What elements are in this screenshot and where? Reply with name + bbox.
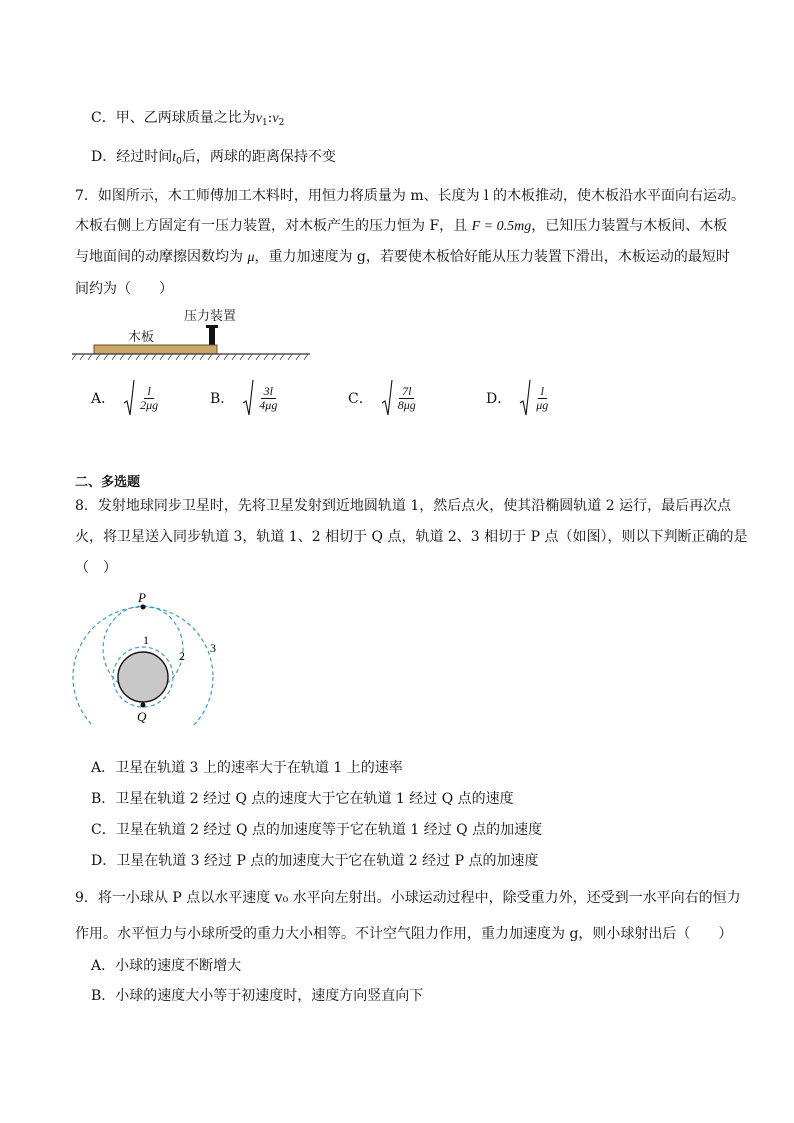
- q9-line-1: 9．将一小球从 P 点以水平速度 v₀ 水平向左射出。小球运动过程中，除受重力外，还受到一水平向右的恒力: [75, 890, 741, 906]
- section-title: 二、多选题: [75, 475, 141, 490]
- device-body: [209, 328, 215, 345]
- q8-option-c[interactable]: C．卫星在轨道 2 经过 Q 点的加速度等于它在轨道 1 经过 Q 点的加速度: [91, 822, 543, 838]
- q8-option-b[interactable]: B．卫星在轨道 2 经过 Q 点的速度大于它在轨道 1 经过 Q 点的速度: [91, 791, 514, 807]
- board-label: 木板: [128, 330, 155, 345]
- label-orbit-2: 2: [179, 649, 185, 663]
- label-p: P: [138, 590, 146, 605]
- device-label: 压力装置: [184, 309, 237, 324]
- q9-line-2: 作用。水平恒力与小球所受的重力大小相等。不计空气阻力作用，重力加速度为 g，则小球射出后（ ）: [75, 926, 733, 942]
- q8-orbit-figure: [70, 586, 230, 726]
- option-c-prev: C．甲、乙两球质量之比为$v_1:v_2$: [91, 110, 285, 128]
- q8-line-3: （ ）: [75, 560, 117, 576]
- q8-option-d[interactable]: D．卫星在轨道 3 经过 P 点的加速度大于它在轨道 2 经过 P 点的加速度: [91, 853, 539, 869]
- q7-line-2: 木板右侧上方固定有一压力装置，对木板产生的压力恒为 F，且 F = 0.5mg，已知压力装置与木板间、木板: [75, 218, 728, 234]
- wood-board: [94, 345, 217, 354]
- device-head: [206, 325, 218, 328]
- q7-line-4: 间约为（ ）: [75, 281, 173, 297]
- q8-option-a[interactable]: A．卫星在轨道 3 上的速率大于在轨道 1 上的速率: [91, 760, 403, 776]
- label-q: Q: [137, 709, 147, 724]
- point-p-dot: [141, 605, 146, 610]
- q8-line-1: 8．发射地球同步卫星时，先将卫星发射到近地圆轨道 1，然后点火，使其沿椭圆轨道 2 运行，最后再次点: [75, 498, 732, 514]
- q9-option-b[interactable]: B．小球的速度大小等于初速度时，速度方向竖直向下: [91, 988, 424, 1004]
- label-orbit-1: 1: [143, 633, 149, 647]
- ground-hatching: [72, 354, 308, 360]
- q7-choice-c[interactable]: C． $\frac{7l}{8\mu g}$: [348, 378, 421, 418]
- q9-option-a[interactable]: A．小球的速度不断增大: [91, 958, 242, 974]
- q7-formula: F = 0.5mg: [471, 219, 532, 234]
- q7-line-3: 与地面间的动摩擦因数均为 μ，重力加速度为 g，若要使木板恰好能从压力装置下滑出，木板运动的最短时: [75, 249, 730, 265]
- q7-choice-a[interactable]: A． $\frac{l}{2\mu g}$: [91, 378, 163, 418]
- q7-line-1: 7．如图所示，木工师傅加工木料时，用恒力将质量为 m、长度为 l 的木板推动，使木板沿水平面向右运动。: [75, 188, 746, 204]
- earth: [118, 652, 168, 702]
- q7-choice-d[interactable]: D． $\frac{l}{\mu g}$: [486, 378, 553, 418]
- q7-choice-b[interactable]: B． $\frac{3l}{4\mu g}$: [210, 378, 282, 418]
- q8-line-2: 火，将卫星送入同步轨道 3，轨道 1、2 相切于 Q 点，轨道 2、3 相切于 P 点（如图），则以下判断正确的是: [75, 529, 748, 545]
- point-q-dot: [141, 703, 146, 708]
- q7-figure: [72, 304, 312, 366]
- option-d-prev: D．经过时间$t_0$后，两球的距离保持不变: [91, 149, 336, 167]
- label-orbit-3: 3: [210, 641, 216, 655]
